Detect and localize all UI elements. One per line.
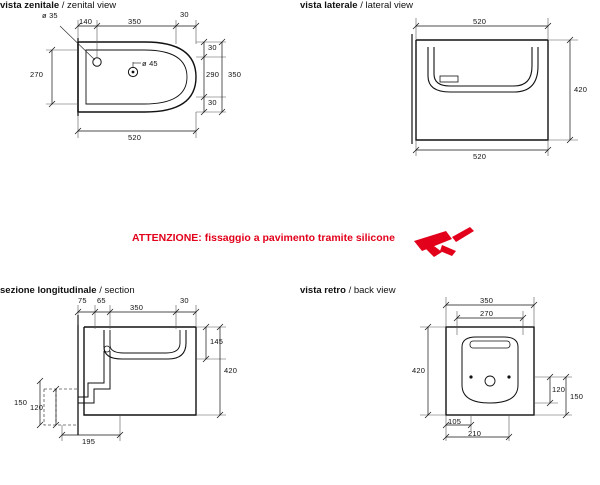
dim-section-420: 420 (224, 366, 238, 375)
dim-section-120: 120 (30, 403, 44, 412)
lateral-caption-bold: vista laterale (300, 0, 358, 11)
dim-lateral-420-right: 420 (574, 85, 588, 94)
dim-back-270: 270 (480, 309, 494, 318)
dim-lateral-520-top: 520 (473, 17, 487, 26)
dim-back-105: 105 (448, 417, 462, 426)
dim-back-150: 150 (570, 392, 584, 401)
dim-140: 140 (79, 17, 93, 26)
dim-section-195: 195 (82, 437, 96, 446)
dim-30-top: 30 (180, 10, 189, 19)
back-caption-reg: / back view (345, 285, 396, 296)
dim-hole-diameter: ø 35 (42, 11, 58, 20)
notice-text: ATTENZIONE: fissaggio a pavimento tramite silicone (132, 232, 395, 244)
silicone-gun-icon (412, 225, 476, 259)
dim-back-420: 420 (412, 366, 426, 375)
dim-350-right: 350 (228, 70, 242, 79)
zenital-caption-bold: vista zenitale (0, 0, 60, 11)
dim-back-120: 120 (552, 385, 566, 394)
lateral-view-panel (300, 0, 600, 200)
dim-section-145: 145 (210, 337, 224, 346)
notice-panel (0, 210, 600, 270)
zenital-caption-reg: / zenital view (59, 0, 117, 11)
dim-back-350: 350 (480, 296, 494, 305)
dim-lateral-520-bottom: 520 (473, 152, 487, 161)
dim-back-210: 210 (468, 429, 482, 438)
dim-section-150: 150 (14, 398, 28, 407)
dim-30-right-bottom: 30 (208, 98, 217, 107)
section-drawing (0, 285, 300, 450)
lateral-drawing (300, 0, 600, 160)
dim-section-75: 75 (78, 296, 87, 305)
dim-drain-diameter: ø 45 (142, 59, 158, 68)
zenital-view-panel (0, 0, 300, 200)
dim-section-65: 65 (97, 296, 106, 305)
section-caption-reg: / section (96, 285, 135, 296)
dim-30-right-top: 30 (208, 43, 217, 52)
dim-270-left: 270 (30, 70, 44, 79)
dim-290-right: 290 (206, 70, 220, 79)
dim-section-350: 350 (130, 303, 144, 312)
back-caption-bold: vista retro (300, 285, 346, 296)
zenital-drawing (0, 0, 300, 160)
section-caption-bold: sezione longitudinale (0, 285, 97, 296)
lateral-caption-reg: / lateral view (357, 0, 414, 11)
dim-350-top: 350 (128, 17, 142, 26)
dim-520-bottom: 520 (128, 133, 142, 142)
back-view-panel (300, 285, 600, 485)
dim-section-30: 30 (180, 296, 189, 305)
section-view-panel (0, 285, 300, 485)
